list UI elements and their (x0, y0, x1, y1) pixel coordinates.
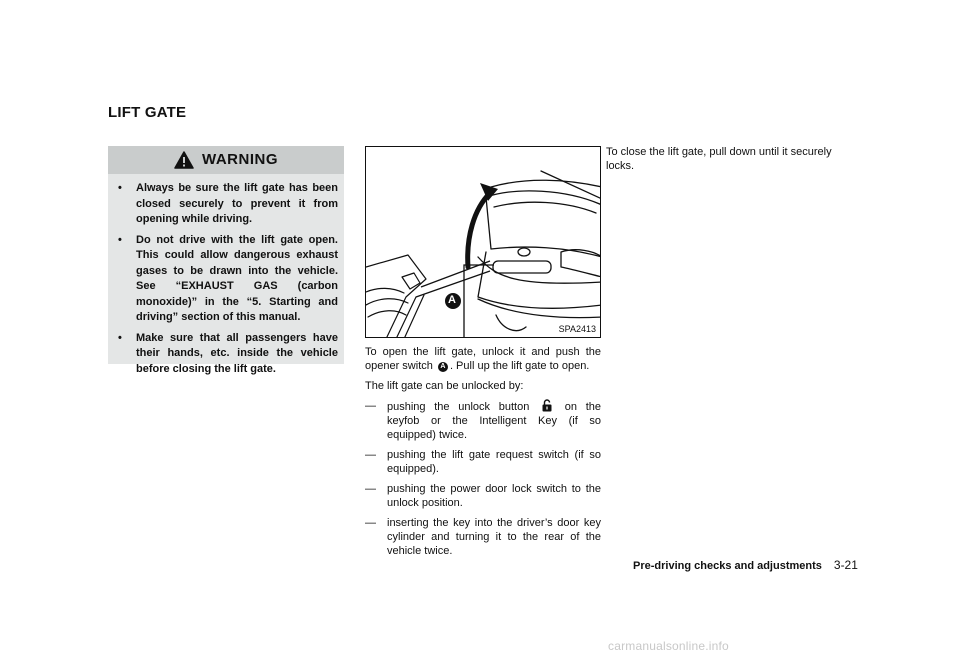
open-instructions (365, 345, 601, 373)
marker-a: A (438, 362, 448, 372)
warning-item-text: Make sure that all passengers have their hands, etc. inside the vehicle before closing the lift gate. (136, 331, 338, 375)
list-item-text: pushing the unlock button (387, 401, 530, 413)
dash: — (365, 449, 376, 461)
list-item (365, 482, 601, 510)
warning-item-text: Always be sure the lift gate has been closed securely to prevent it from opening while driving. (136, 182, 338, 225)
list-item-text: inserting the key into the driver’s door key cylinder and turning it to the rear of the vehicle twice. (387, 517, 601, 557)
unlock-intro: The lift gate can be unlocked by: (365, 380, 524, 392)
list-item-text: pushing the power door lock switch to the unlock position. (387, 483, 601, 509)
page-number: 3-21 (833, 558, 858, 572)
warning-title: WARNING (202, 151, 278, 168)
list-item-text: on the keyfob or the Intelligent Key (if so equipped) twice. (387, 401, 601, 441)
section-title: LIFT GATE (108, 104, 187, 121)
dash: — (365, 517, 376, 529)
lift-gate-drawing (366, 147, 601, 338)
warning-item (118, 181, 338, 228)
list-item-text: pushing the lift gate request switch (if so equipped). (387, 449, 601, 475)
bullet: • (118, 233, 122, 246)
warning-item (118, 233, 338, 326)
bullet: • (118, 331, 122, 344)
middle-column (365, 345, 601, 564)
lift-gate-illustration (365, 146, 601, 338)
warning-box (108, 146, 344, 375)
callout-a-label: A (448, 294, 456, 306)
bullet: • (118, 182, 122, 194)
warning-triangle-icon (174, 151, 194, 169)
page-footer (633, 558, 858, 572)
warning-item (118, 331, 338, 378)
watermark: carmanualsonline.info (608, 639, 729, 653)
close-instructions: To close the lift gate, pull down until it securely locks. (606, 146, 832, 172)
list-item (365, 448, 601, 476)
open-text-2: . Pull up the lift gate to open. (449, 360, 590, 372)
open-text-1: To open the lift gate, unlock it and push the opener switch (365, 346, 601, 372)
dash: — (365, 483, 376, 495)
warning-list (118, 181, 338, 382)
figure-code: SPA2413 (558, 324, 596, 334)
warning-header (108, 146, 344, 174)
dash: — (365, 400, 376, 412)
list-item (365, 399, 601, 442)
chapter-title: Pre-driving checks and adjustments (633, 560, 822, 572)
warning-item-text: Do not drive with the lift gate open. This could allow dangerous exhaust gases to be drawn into the vehicle. See “EXHAUST GAS (carbon monoxide)” in the “5. Starting and driving” section of this manual. (136, 233, 338, 323)
right-column (606, 145, 850, 173)
unlock-icon (541, 399, 553, 412)
list-item (365, 516, 601, 558)
